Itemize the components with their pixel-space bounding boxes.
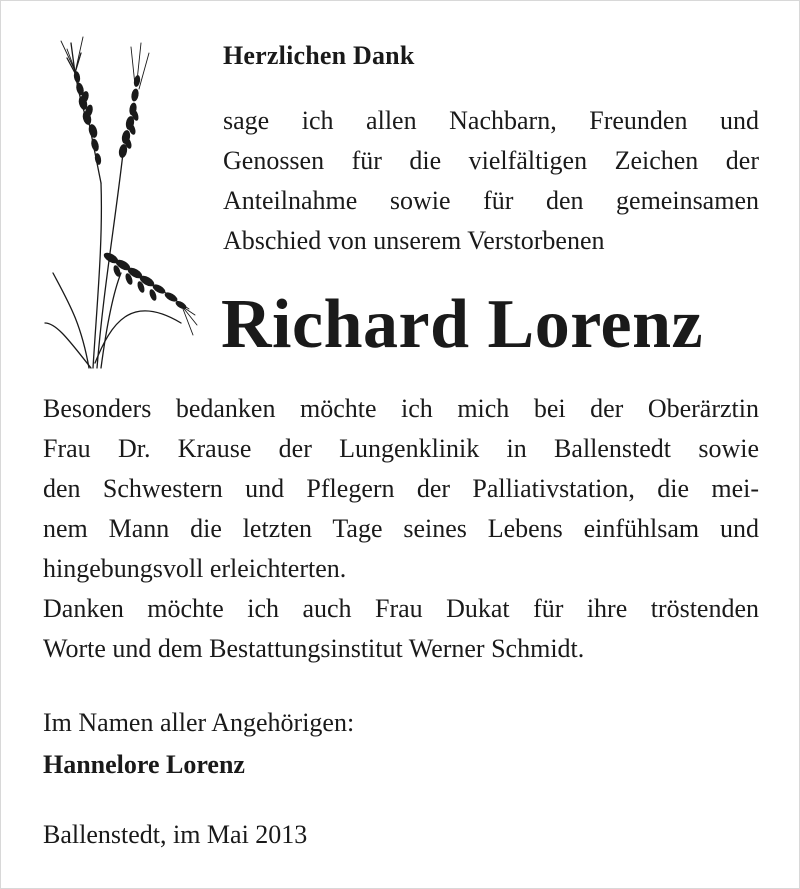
intro-line: Abschied von unserem Verstorbenen — [223, 226, 605, 255]
signer-name: Hannelore Lorenz — [43, 750, 245, 779]
body-line: den Schwestern und Pflegern der Palliativstation, die mei- — [43, 474, 759, 503]
intro-line: Anteilnahme sowie für den gemeinsamen — [223, 186, 759, 215]
body-text — [43, 389, 759, 669]
heading: Herzlichen Dank — [223, 41, 415, 70]
body-line: hingebungsvoll erleichterten. — [43, 554, 347, 583]
closing-line: Im Namen aller Angehörigen: — [43, 708, 355, 737]
body-line: Worte und dem Bestattungsinstitut Werner Schmidt. — [43, 634, 585, 663]
body-line: Danken möchte ich auch Frau Dukat für ihre tröstenden — [43, 594, 759, 623]
intro-text — [223, 101, 759, 261]
deceased-name: Richard Lorenz — [221, 286, 704, 363]
body-line: Besonders bedanken möchte ich mich bei der Oberärztin — [43, 394, 759, 423]
wheat-ears-icon — [31, 23, 203, 373]
body-line: Frau Dr. Krause der Lungenklinik in Ballenstedt sowie — [43, 434, 759, 463]
intro-line: Genossen für die vielfältigen Zeichen der — [223, 146, 759, 175]
place-date: Ballenstedt, im Mai 2013 — [43, 820, 308, 849]
body-line: nem Mann die letzten Tage seines Lebens einfühlsam und — [43, 514, 759, 543]
intro-line: sage ich allen Nachbarn, Freunden und — [223, 106, 759, 135]
